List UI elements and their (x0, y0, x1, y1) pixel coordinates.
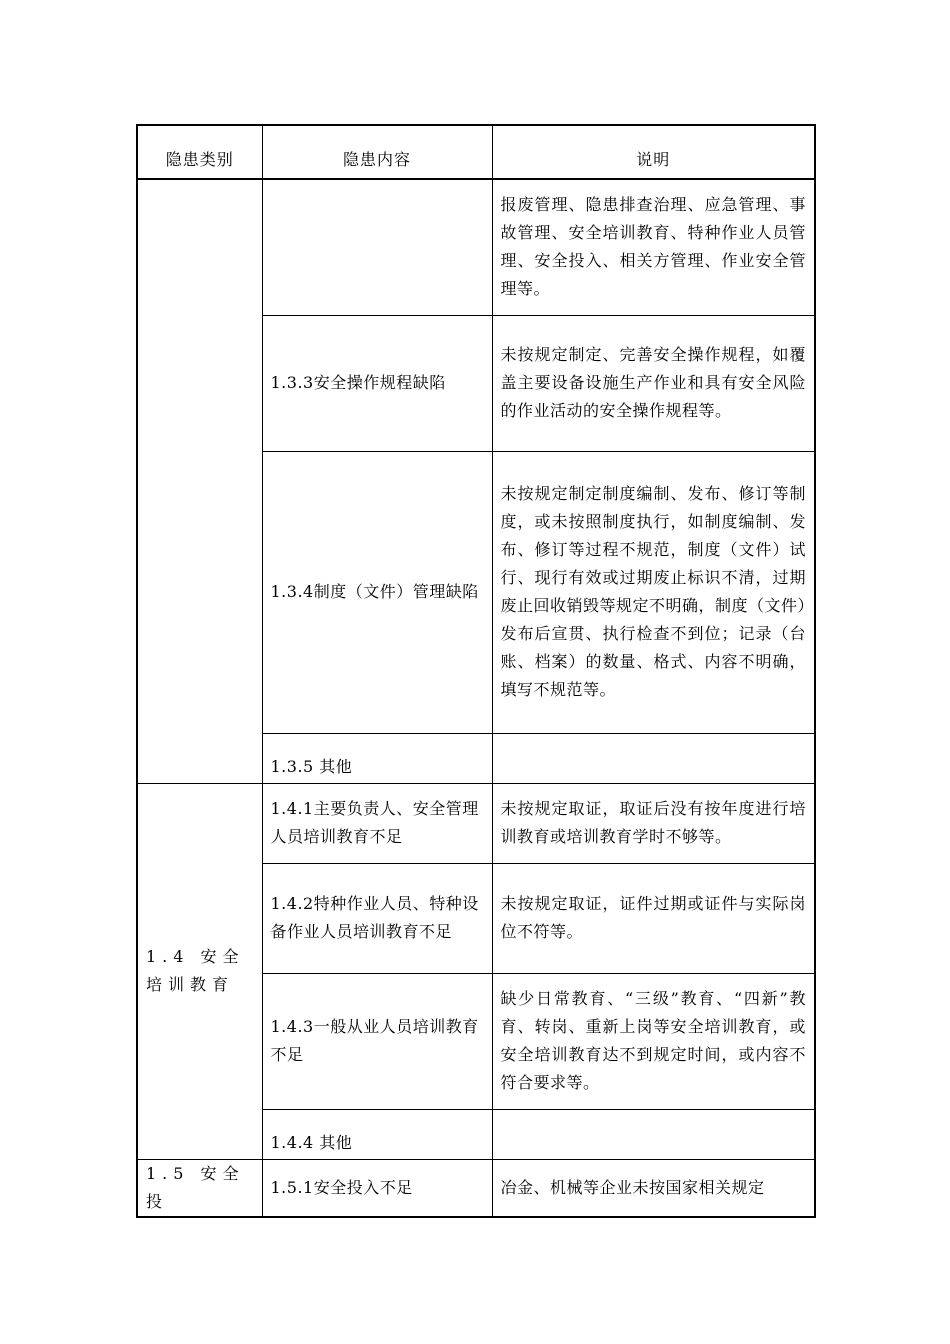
description-cell: 冶金、机械等企业未按国家相关规定 (492, 1159, 815, 1217)
description-cell: 未按规定取证，取证后没有按年度进行培训教育或培训教育学时不够等。 (492, 783, 815, 863)
header-description: 说明 (492, 125, 815, 179)
description-cell: 未按规定制定制度编制、发布、修订等制度，或未按照制度执行，如制度编制、发布、修订等过程不规范，制度（文件）试行、现行有效或过期废止标识不清，过期废止回收销毁等规定不明确，制度（文件）发布后宣贯、执行检查不到位；记录（台账、档案）的数量、格式、内容不明确，填写不规范等。 (492, 451, 815, 733)
content-cell: 1.4.3一般从业人员培训教育不足 (262, 973, 492, 1109)
table-header-row (137, 125, 815, 179)
description-cell (492, 1109, 815, 1159)
content-cell: 1.4.2特种作业人员、特种设备作业人员培训教育不足 (262, 863, 492, 973)
description-cell: 缺少日常教育、“三级”教育、“四新”教育、转岗、重新上岗等安全培训教育，或安全培训教育达不到规定时间，或内容不符合要求等。 (492, 973, 815, 1109)
content-cell (262, 179, 492, 315)
content-cell: 1.3.5 其他 (262, 733, 492, 783)
content-cell: 1.5.1安全投入不足 (262, 1159, 492, 1217)
hazard-table (136, 124, 816, 1218)
table-row (137, 783, 815, 863)
table-row (137, 179, 815, 315)
description-cell (492, 733, 815, 783)
hazard-table-container (136, 124, 814, 1210)
header-category: 隐患类别 (137, 125, 262, 179)
header-content: 隐患内容 (262, 125, 492, 179)
content-cell: 1.3.3安全操作规程缺陷 (262, 315, 492, 451)
category-cell (137, 179, 262, 783)
category-cell: 1.4 安全培训教育 (137, 783, 262, 1159)
content-cell: 1.4.4 其他 (262, 1109, 492, 1159)
description-cell: 未按规定制定、完善安全操作规程，如覆盖主要设备设施生产作业和具有安全风险的作业活动的安全操作规程等。 (492, 315, 815, 451)
description-cell: 报废管理、隐患排查治理、应急管理、事故管理、安全培训教育、特种作业人员管理、安全投入、相关方管理、作业安全管理等。 (492, 179, 815, 315)
content-cell: 1.3.4制度（文件）管理缺陷 (262, 451, 492, 733)
content-cell: 1.4.1主要负责人、安全管理人员培训教育不足 (262, 783, 492, 863)
table-row (137, 1159, 815, 1217)
description-cell: 未按规定取证，证件过期或证件与实际岗位不符等。 (492, 863, 815, 973)
category-cell: 1.5 安全投 (137, 1159, 262, 1217)
